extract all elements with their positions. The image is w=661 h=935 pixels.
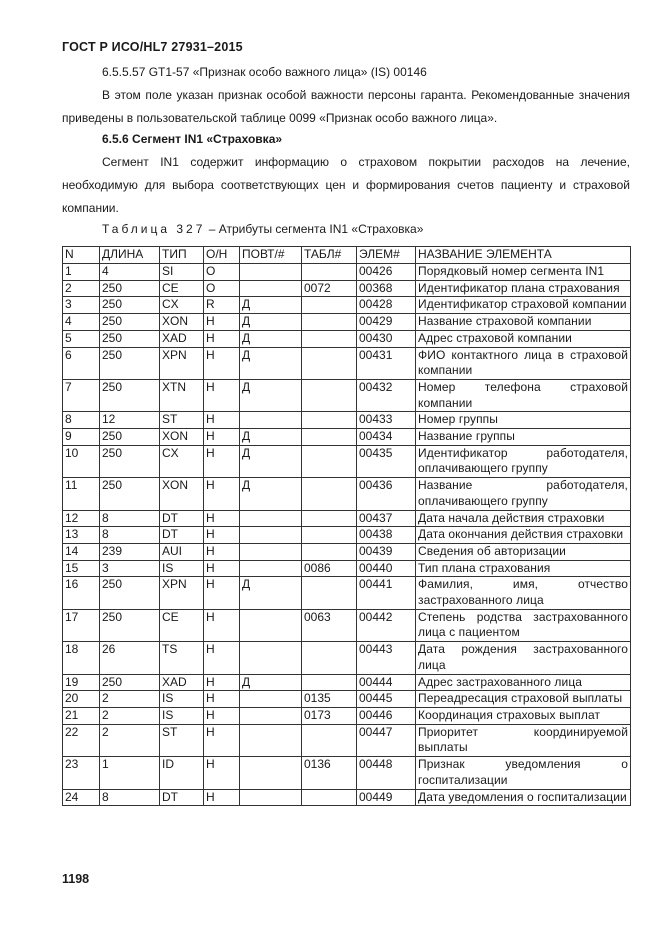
col-table-cell xyxy=(302,674,357,691)
col-element-name-cell: Название страховой компании xyxy=(416,314,631,331)
col-type-cell: XON xyxy=(160,478,204,510)
col-length-cell: 250 xyxy=(100,478,160,510)
col-length-cell: 250 xyxy=(100,609,160,641)
col-element-cell: 00439 xyxy=(357,543,416,560)
table-row xyxy=(63,445,631,477)
col-n-cell: 1 xyxy=(63,264,100,281)
col-n-cell: 14 xyxy=(63,543,100,560)
col-element-cell: 00428 xyxy=(357,297,416,314)
col-table-cell xyxy=(302,527,357,544)
col-element-name-cell: Дата начала действия страховки xyxy=(416,510,631,527)
col-repeat-cell xyxy=(240,543,302,560)
col-element-name-cell: Дата окончания действия страховки xyxy=(416,527,631,544)
table-caption-label: Таблица 327 xyxy=(102,222,206,236)
col-element-cell: 00438 xyxy=(357,527,416,544)
col-element-name-cell: Степень родства застрахованного лица с пациентом xyxy=(416,609,631,641)
col-length-cell: 250 xyxy=(100,347,160,379)
col-length-cell: 26 xyxy=(100,642,160,674)
col-table-cell xyxy=(302,577,357,609)
col-n-cell: 4 xyxy=(63,314,100,331)
table-row xyxy=(63,412,631,429)
col-type-cell: XPN xyxy=(160,577,204,609)
col-length-cell: 250 xyxy=(100,445,160,477)
table-row xyxy=(63,642,631,674)
col-table-cell xyxy=(302,347,357,379)
col-type-cell: ST xyxy=(160,724,204,756)
col-element-cell: 00445 xyxy=(357,691,416,708)
col-length-cell: 250 xyxy=(100,429,160,446)
col-element-cell: 00444 xyxy=(357,674,416,691)
col-table-cell xyxy=(302,429,357,446)
col-type-cell: XAD xyxy=(160,674,204,691)
section-6-5-6-body: Сегмент IN1 содержит информацию о страховом покрытии расходов на лечение, необходимую для выбора соответствующих цен и формирования счетов пациенту и страховой компании. xyxy=(62,155,630,215)
col-n-cell: 16 xyxy=(63,577,100,609)
table-row xyxy=(63,478,631,510)
col-table-cell xyxy=(302,445,357,477)
col-o-n-cell: Н xyxy=(204,707,240,724)
col-table-cell xyxy=(302,297,357,314)
section-6-5-6-heading: 6.5.6 Сегмент IN1 «Страховка» xyxy=(102,132,283,146)
col-n-cell: 13 xyxy=(63,527,100,544)
col-n-cell: 20 xyxy=(63,691,100,708)
col-n-cell: 21 xyxy=(63,707,100,724)
col-o-n-cell: Н xyxy=(204,691,240,708)
col-o-n-cell: Н xyxy=(204,445,240,477)
col-repeat-cell xyxy=(240,280,302,297)
col-element-cell: 00435 xyxy=(357,445,416,477)
col-element-cell: 00440 xyxy=(357,560,416,577)
col-type-header: ТИП xyxy=(160,247,204,264)
col-repeat-cell: Д xyxy=(240,429,302,446)
table-header-row xyxy=(63,247,631,264)
document-header: ГОСТ Р ИСО/HL7 27931–2015 xyxy=(62,40,243,54)
col-repeat-cell: Д xyxy=(240,314,302,331)
col-element-name-cell: Адрес застрахованного лица xyxy=(416,674,631,691)
col-element-cell: 00433 xyxy=(357,412,416,429)
col-element-name-cell: Порядковый номер сегмента IN1 xyxy=(416,264,631,281)
col-o-n-cell: Н xyxy=(204,543,240,560)
col-element-cell: 00449 xyxy=(357,789,416,806)
col-type-cell: XON xyxy=(160,314,204,331)
col-element-cell: 00443 xyxy=(357,642,416,674)
col-element-name-cell: Номер телефона страховой компании xyxy=(416,379,631,411)
table-row xyxy=(63,543,631,560)
table-row xyxy=(63,510,631,527)
col-length-cell: 239 xyxy=(100,543,160,560)
col-n-cell: 10 xyxy=(63,445,100,477)
col-element-cell: 00426 xyxy=(357,264,416,281)
col-type-cell: CE xyxy=(160,280,204,297)
col-element-cell: 00441 xyxy=(357,577,416,609)
col-repeat-cell xyxy=(240,264,302,281)
col-element-name-cell: Идентификатор плана страхования xyxy=(416,280,631,297)
col-element-name-cell: Дата уведомления о госпитализации xyxy=(416,789,631,806)
col-length-cell: 250 xyxy=(100,330,160,347)
col-length-cell: 12 xyxy=(100,412,160,429)
col-o-n-cell: Н xyxy=(204,314,240,331)
col-type-cell: ST xyxy=(160,412,204,429)
table-row xyxy=(63,280,631,297)
col-table-cell xyxy=(302,314,357,331)
table-row xyxy=(63,379,631,411)
col-n-cell: 17 xyxy=(63,609,100,641)
col-element-name-cell: Координация страховых выплат xyxy=(416,707,631,724)
col-repeat-header: ПОВТ/# xyxy=(240,247,302,264)
col-type-cell: CE xyxy=(160,609,204,641)
col-table-cell xyxy=(302,789,357,806)
col-table-cell: 0072 xyxy=(302,280,357,297)
col-element-cell: 00446 xyxy=(357,707,416,724)
col-element-name-cell: Название работодателя, оплачивающего группу xyxy=(416,478,631,510)
section-6-5-5-57-heading: 6.5.5.57 GT1-57 «Признак особо важного лица» (IS) 00146 xyxy=(102,65,427,79)
col-n-cell: 7 xyxy=(63,379,100,411)
col-n-cell: 9 xyxy=(63,429,100,446)
col-repeat-cell xyxy=(240,724,302,756)
col-n-cell: 24 xyxy=(63,789,100,806)
col-n-cell: 22 xyxy=(63,724,100,756)
col-o-n-cell: Н xyxy=(204,642,240,674)
col-length-cell: 250 xyxy=(100,674,160,691)
col-o-n-cell: Н xyxy=(204,347,240,379)
col-n-cell: 2 xyxy=(63,280,100,297)
col-length-cell: 2 xyxy=(100,691,160,708)
col-length-cell: 2 xyxy=(100,707,160,724)
col-type-cell: AUI xyxy=(160,543,204,560)
table-row xyxy=(63,297,631,314)
col-element-name-cell: Переадресация страховой выплаты xyxy=(416,691,631,708)
col-element-name-cell: Сведения об авторизации xyxy=(416,543,631,560)
col-o-n-cell: Н xyxy=(204,510,240,527)
col-length-cell: 250 xyxy=(100,314,160,331)
col-n-cell: 23 xyxy=(63,757,100,789)
col-type-cell: SI xyxy=(160,264,204,281)
col-type-cell: DT xyxy=(160,527,204,544)
col-length-cell: 2 xyxy=(100,724,160,756)
col-type-cell: IS xyxy=(160,707,204,724)
table-row xyxy=(63,577,631,609)
col-o-n-cell: Н xyxy=(204,609,240,641)
table-row xyxy=(63,527,631,544)
col-element-name-cell: Идентификатор страховой компании xyxy=(416,297,631,314)
col-repeat-cell: Д xyxy=(240,330,302,347)
col-element-cell: 00437 xyxy=(357,510,416,527)
col-n-cell: 3 xyxy=(63,297,100,314)
col-element-cell: 00368 xyxy=(357,280,416,297)
col-o-n-cell: Н xyxy=(204,527,240,544)
col-element-cell: 00429 xyxy=(357,314,416,331)
page-number: 1198 xyxy=(62,872,90,886)
col-n-cell: 12 xyxy=(63,510,100,527)
col-length-header: ДЛИНА xyxy=(100,247,160,264)
col-element-name-cell: Приоритет координируемой выплаты xyxy=(416,724,631,756)
col-repeat-cell: Д xyxy=(240,297,302,314)
col-element-name-cell: Признак уведомления о госпитализации xyxy=(416,757,631,789)
table-caption-text: – Атрибуты сегмента IN1 «Страховка» xyxy=(208,222,424,236)
col-table-cell: 0086 xyxy=(302,560,357,577)
table-row xyxy=(63,674,631,691)
table-row xyxy=(63,314,631,331)
col-table-cell xyxy=(302,330,357,347)
col-table-cell xyxy=(302,510,357,527)
col-repeat-cell xyxy=(240,789,302,806)
col-table-cell xyxy=(302,264,357,281)
col-type-cell: XAD xyxy=(160,330,204,347)
section-6-5-5-57-body: В этом поле указан признак особой важности персоны гаранта. Рекомендованные значения приведены в пользовательской таблице 0099 «Признак особо важного лица». xyxy=(62,88,630,125)
col-repeat-cell xyxy=(240,691,302,708)
col-element-cell: 00447 xyxy=(357,724,416,756)
col-o-n-cell: Н xyxy=(204,412,240,429)
col-n-cell: 15 xyxy=(63,560,100,577)
col-length-cell: 8 xyxy=(100,527,160,544)
col-repeat-cell xyxy=(240,757,302,789)
col-o-n-cell: О xyxy=(204,264,240,281)
table-row xyxy=(63,707,631,724)
col-repeat-cell: Д xyxy=(240,347,302,379)
col-n-cell: 18 xyxy=(63,642,100,674)
col-length-cell: 4 xyxy=(100,264,160,281)
col-element-cell: 00430 xyxy=(357,330,416,347)
col-element-name-cell: Название группы xyxy=(416,429,631,446)
table-row xyxy=(63,724,631,756)
col-n-cell: 5 xyxy=(63,330,100,347)
col-type-cell: ID xyxy=(160,757,204,789)
table-row xyxy=(63,757,631,789)
table-body xyxy=(63,264,631,806)
col-table-cell xyxy=(302,724,357,756)
col-length-cell: 8 xyxy=(100,510,160,527)
col-n-header: N xyxy=(63,247,100,264)
table-row xyxy=(63,560,631,577)
col-repeat-cell xyxy=(240,609,302,641)
col-o-n-cell: Н xyxy=(204,789,240,806)
col-o-n-cell: R xyxy=(204,297,240,314)
col-repeat-cell: Д xyxy=(240,478,302,510)
col-type-cell: CX xyxy=(160,445,204,477)
col-table-cell xyxy=(302,478,357,510)
col-element-name-cell: Номер группы xyxy=(416,412,631,429)
col-repeat-cell xyxy=(240,527,302,544)
col-type-cell: IS xyxy=(160,560,204,577)
col-n-cell: 8 xyxy=(63,412,100,429)
col-table-cell xyxy=(302,379,357,411)
col-length-cell: 250 xyxy=(100,577,160,609)
col-n-cell: 6 xyxy=(63,347,100,379)
col-element-name-cell: Тип плана страхования xyxy=(416,560,631,577)
col-o-n-cell: Н xyxy=(204,577,240,609)
col-element-cell: 00442 xyxy=(357,609,416,641)
col-type-cell: XON xyxy=(160,429,204,446)
col-repeat-cell: Д xyxy=(240,674,302,691)
col-length-cell: 250 xyxy=(100,280,160,297)
col-o-n-cell: О xyxy=(204,280,240,297)
table-row xyxy=(63,609,631,641)
col-length-cell: 8 xyxy=(100,789,160,806)
col-n-cell: 11 xyxy=(63,478,100,510)
col-repeat-cell xyxy=(240,642,302,674)
col-o-n-cell: Н xyxy=(204,429,240,446)
col-repeat-cell: Д xyxy=(240,445,302,477)
attributes-table xyxy=(62,246,631,806)
col-repeat-cell: Д xyxy=(240,577,302,609)
col-length-cell: 1 xyxy=(100,757,160,789)
col-table-cell xyxy=(302,412,357,429)
col-table-cell: 0135 xyxy=(302,691,357,708)
col-type-cell: IS xyxy=(160,691,204,708)
col-o-n-cell: Н xyxy=(204,330,240,347)
col-element-name-header: НАЗВАНИЕ ЭЛЕМЕНТА xyxy=(416,247,631,264)
table-row xyxy=(63,347,631,379)
col-element-cell: 00431 xyxy=(357,347,416,379)
table-row xyxy=(63,429,631,446)
col-element-cell: 00436 xyxy=(357,478,416,510)
col-element-cell: 00434 xyxy=(357,429,416,446)
col-type-cell: TS xyxy=(160,642,204,674)
col-table-cell: 0136 xyxy=(302,757,357,789)
col-table-cell xyxy=(302,543,357,560)
col-type-cell: DT xyxy=(160,510,204,527)
col-n-cell: 19 xyxy=(63,674,100,691)
col-repeat-cell xyxy=(240,412,302,429)
col-type-cell: XPN xyxy=(160,347,204,379)
col-o-n-cell: Н xyxy=(204,724,240,756)
table-row xyxy=(63,789,631,806)
col-table-header: ТАБЛ# xyxy=(302,247,357,264)
col-o-n-cell: Н xyxy=(204,757,240,789)
col-o-n-cell: Н xyxy=(204,478,240,510)
col-repeat-cell xyxy=(240,560,302,577)
col-element-name-cell: Дата рождения застрахованного лица xyxy=(416,642,631,674)
col-o-n-header: О/Н xyxy=(204,247,240,264)
col-repeat-cell: Д xyxy=(240,379,302,411)
col-element-name-cell: ФИО контактного лица в страховой компании xyxy=(416,347,631,379)
col-o-n-cell: Н xyxy=(204,560,240,577)
col-o-n-cell: Н xyxy=(204,379,240,411)
col-element-cell: 00448 xyxy=(357,757,416,789)
col-table-cell: 0063 xyxy=(302,609,357,641)
col-element-name-cell: Идентификатор работодателя, оплачивающего группу xyxy=(416,445,631,477)
col-length-cell: 250 xyxy=(100,379,160,411)
col-element-header: ЭЛЕМ# xyxy=(357,247,416,264)
col-table-cell xyxy=(302,642,357,674)
col-type-cell: CX xyxy=(160,297,204,314)
table-row xyxy=(63,330,631,347)
col-repeat-cell xyxy=(240,510,302,527)
table-caption xyxy=(102,222,423,236)
table-row xyxy=(63,264,631,281)
col-repeat-cell xyxy=(240,707,302,724)
col-element-name-cell: Фамилия, имя, отчество застрахованного лица xyxy=(416,577,631,609)
col-type-cell: XTN xyxy=(160,379,204,411)
col-type-cell: DT xyxy=(160,789,204,806)
col-table-cell: 0173 xyxy=(302,707,357,724)
col-o-n-cell: Н xyxy=(204,674,240,691)
col-length-cell: 3 xyxy=(100,560,160,577)
col-length-cell: 250 xyxy=(100,297,160,314)
col-element-cell: 00432 xyxy=(357,379,416,411)
col-element-name-cell: Адрес страховой компании xyxy=(416,330,631,347)
table-row xyxy=(63,691,631,708)
